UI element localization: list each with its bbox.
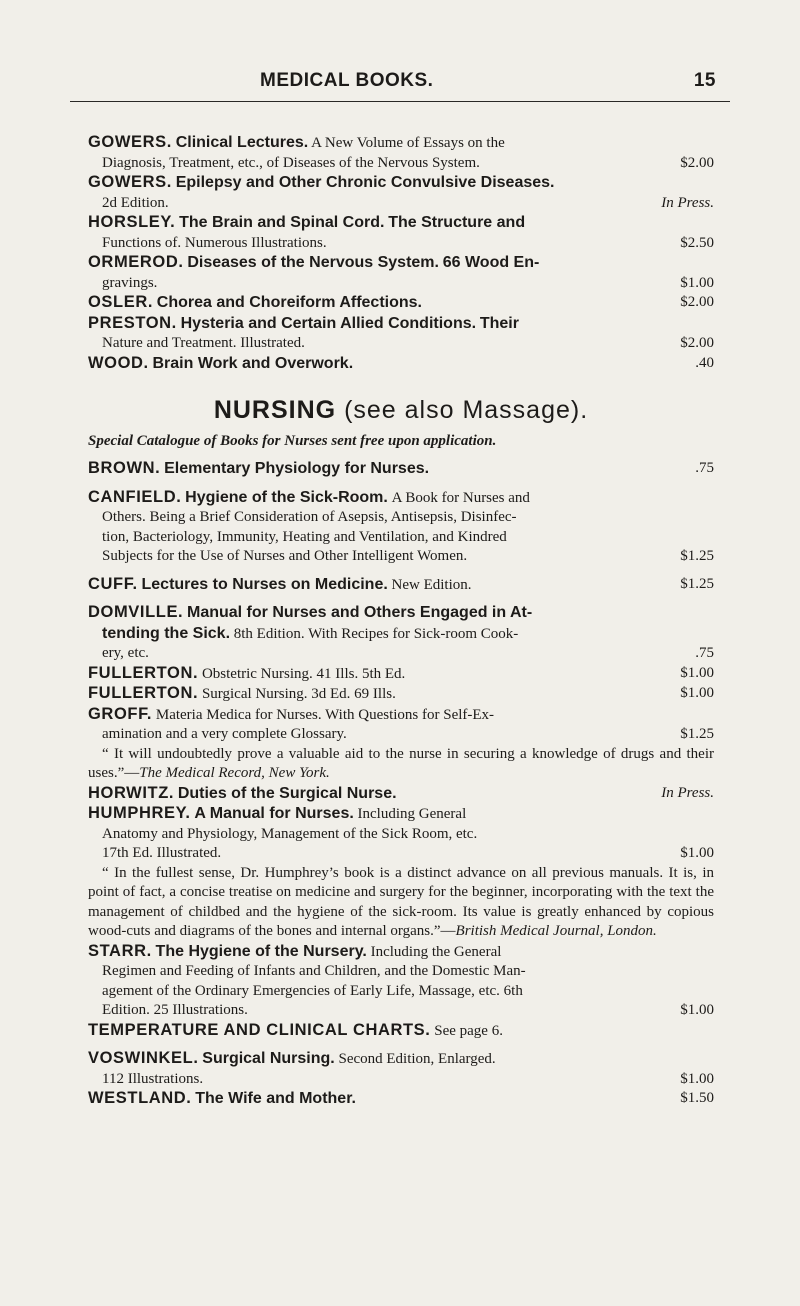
book-description: Others. Being a Brief Consideration of Asepsis, Antisepsis, Disinfec-: [102, 509, 517, 525]
author-name: DOMVILLE.: [88, 603, 184, 621]
book-entry: [88, 354, 714, 375]
book-title: Their: [479, 314, 519, 332]
book-description: gravings.: [102, 274, 158, 291]
author-name: STARR.: [88, 941, 152, 960]
book-entry: [88, 575, 714, 596]
cross-reference: See page 6.: [434, 1022, 503, 1039]
book-title: Epilepsy and Other Chronic Convulsive Diseases.: [175, 174, 555, 191]
book-title: Surgical Nursing.: [201, 686, 308, 702]
author-name: HUMPHREY.: [88, 804, 191, 822]
book-description: A New Volume of Essays on the: [311, 135, 505, 151]
book-description: 66 Wood En-: [442, 254, 540, 271]
quote-text: “ It will undoubtedly prove a valuable aid to the nurse in securing a knowledge of drugs and their uses.”—: [88, 745, 714, 781]
book-price: .40: [695, 354, 714, 371]
author-name: GOWERS.: [88, 133, 172, 151]
author-name: BROWN.: [88, 459, 161, 477]
catalogue-listing: [88, 133, 714, 1110]
book-title: The Structure and: [388, 214, 526, 231]
book-description: Regimen and Feeding of Infants and Children, and the Domestic Man-: [102, 963, 526, 979]
book-description: Including the General: [370, 943, 502, 960]
book-entry: [88, 942, 714, 1021]
book-price: $1.00: [680, 1070, 714, 1087]
author-name: FULLERTON.: [88, 663, 199, 682]
book-price: $1.00: [680, 274, 714, 291]
book-price: In Press.: [661, 194, 714, 211]
catalogue-note: Special Catalogue of Books for Nurses sent free upon application.: [88, 433, 497, 449]
book-price: $1.25: [680, 575, 714, 592]
book-description: 17th Ed. Illustrated.: [102, 845, 222, 861]
author-name: PRESTON.: [88, 313, 177, 332]
book-entry: [88, 1089, 714, 1110]
book-price: .75: [695, 460, 714, 476]
author-name: GOWERS.: [88, 173, 172, 191]
book-description: tion, Bacteriology, Immunity, Heating and Ventilation, and Kindred: [102, 528, 507, 545]
book-entry: [88, 213, 714, 253]
book-entry: [88, 603, 714, 664]
author-name: WESTLAND.: [88, 1089, 192, 1107]
book-title: Lectures to Nurses on Medicine.: [141, 575, 388, 593]
book-description: amination and a very complete Glossary.: [102, 726, 347, 742]
author-name: ORMEROD.: [88, 253, 184, 271]
book-title: Surgical Nursing.: [202, 1050, 335, 1067]
book-title: Hysteria and Certain Allied Conditions.: [180, 314, 477, 332]
book-price: $1.00: [680, 845, 714, 861]
book-title: The Brain and Spinal Cord.: [179, 214, 385, 231]
book-title: The Wife and Mother.: [195, 1090, 356, 1107]
book-entry: [88, 133, 714, 173]
review-quote: [88, 745, 714, 784]
book-description: Diagnosis, Treatment, etc., of Diseases of the Nervous System.: [102, 154, 480, 171]
author-name: FULLERTON.: [88, 684, 199, 702]
author-name: HORSLEY.: [88, 213, 176, 231]
book-title: A Manual for Nurses.: [194, 805, 354, 822]
book-title: Duties of the Surgical Nurse.: [177, 784, 397, 802]
quote-source: British Medical Journal, London.: [455, 923, 657, 939]
book-price: $1.25: [680, 548, 714, 564]
book-price: In Press.: [661, 784, 714, 801]
book-entry: [88, 253, 714, 293]
book-entry: [88, 1049, 714, 1089]
book-price: $1.00: [680, 1002, 714, 1018]
book-entry: [88, 459, 714, 480]
book-description: A Book for Nurses and: [391, 489, 530, 506]
book-entry: [88, 684, 714, 705]
book-price: $1.00: [680, 685, 714, 701]
book-description: Second Edition, Enlarged.: [338, 1051, 496, 1067]
book-price: $2.00: [680, 154, 714, 171]
book-description: agement of the Ordinary Emergencies of Early Life, Massage, etc. 6th: [102, 982, 523, 999]
book-description: 3d Ed. 69 Ills.: [311, 686, 396, 702]
author-name: TEMPERATURE AND CLINICAL CHARTS.: [88, 1020, 431, 1039]
running-head: [70, 70, 730, 96]
book-description: Anatomy and Physiology, Management of the Sick Room, etc.: [102, 825, 478, 842]
quote-source: The Medical Record, New York.: [139, 765, 330, 781]
book-title: Chorea and Choreiform Affections.: [156, 294, 422, 311]
author-name: CANFIELD.: [88, 487, 182, 506]
book-description: 2d Edition.: [102, 194, 169, 211]
book-entry: [88, 664, 714, 685]
book-description: 41 Ills. 5th Ed.: [316, 665, 406, 682]
review-quote: [88, 864, 714, 942]
book-entry: [88, 488, 714, 567]
book-entry: [88, 804, 714, 864]
book-description: Edition. 25 Illustrations.: [102, 1002, 248, 1018]
book-title: The Hygiene of the Nursery.: [155, 942, 367, 960]
book-title: tending the Sick.: [102, 624, 231, 642]
book-entry: [88, 293, 714, 314]
book-title: Obstetric Nursing.: [201, 665, 313, 682]
book-title: Hygiene of the Sick-Room.: [185, 488, 388, 506]
author-name: VOSWINKEL.: [88, 1049, 199, 1067]
book-entry: [88, 784, 714, 805]
author-name: HORWITZ.: [88, 783, 175, 802]
running-head-title: MEDICAL BOOKS.: [260, 70, 434, 91]
author-name: GROFF.: [88, 704, 153, 723]
section-heading-main: NURSING: [213, 396, 337, 424]
book-price: $2.00: [680, 335, 714, 351]
author-name: OSLER.: [88, 293, 154, 311]
book-title: Diseases of the Nervous System.: [187, 254, 439, 271]
book-description: New Edition.: [391, 576, 472, 593]
book-title: Elementary Physiology for Nurses.: [164, 460, 430, 477]
book-description: 112 Illustrations.: [102, 1070, 204, 1087]
book-price: .75: [695, 645, 714, 661]
book-description: Including General: [357, 806, 467, 822]
page-number: 15: [693, 70, 716, 91]
book-title: Manual for Nurses and Others Engaged in At-: [186, 604, 533, 621]
section-heading-note: (see also Massage).: [344, 396, 589, 424]
book-entry: [88, 705, 714, 745]
book-price: $2.00: [680, 294, 714, 310]
book-price: $1.00: [680, 664, 714, 681]
book-description: Functions of. Numerous Illustrations.: [102, 234, 327, 251]
book-price: $1.25: [680, 726, 714, 742]
author-name: CUFF.: [88, 574, 138, 593]
book-price: $2.50: [680, 234, 714, 251]
book-description: 8th Edition. With Recipes for Sick-room Cook-: [233, 625, 519, 642]
quote-text: “ In the fullest sense, Dr. Humphrey’s book is a distinct advance on all previous manuals. It is, in point of fact, a concise treatise on medicine and surgery for the beginner, incorporating with the text the management of childbed and the hygiene of the sick-room. Its value is greatly enhanced by copious wood-cuts and diagrams of the bones and internal organs.”—: [88, 864, 714, 939]
book-entry: [88, 173, 714, 213]
book-description: ery, etc.: [102, 645, 149, 661]
book-price: $1.50: [680, 1090, 714, 1106]
book-title: Clinical Lectures.: [175, 134, 309, 151]
book-description: Nature and Treatment. Illustrated.: [102, 335, 305, 351]
section-heading: [88, 396, 714, 425]
author-name: WOOD.: [88, 353, 149, 372]
book-description: Materia Medica for Nurses. With Questions for Self-Ex-: [155, 706, 495, 723]
book-title: Brain Work and Overwork.: [152, 354, 354, 372]
header-rule: [70, 101, 730, 102]
book-entry: [88, 1021, 714, 1042]
book-entry: [88, 314, 714, 354]
book-description: Subjects for the Use of Nurses and Other Intelligent Women.: [102, 548, 468, 564]
